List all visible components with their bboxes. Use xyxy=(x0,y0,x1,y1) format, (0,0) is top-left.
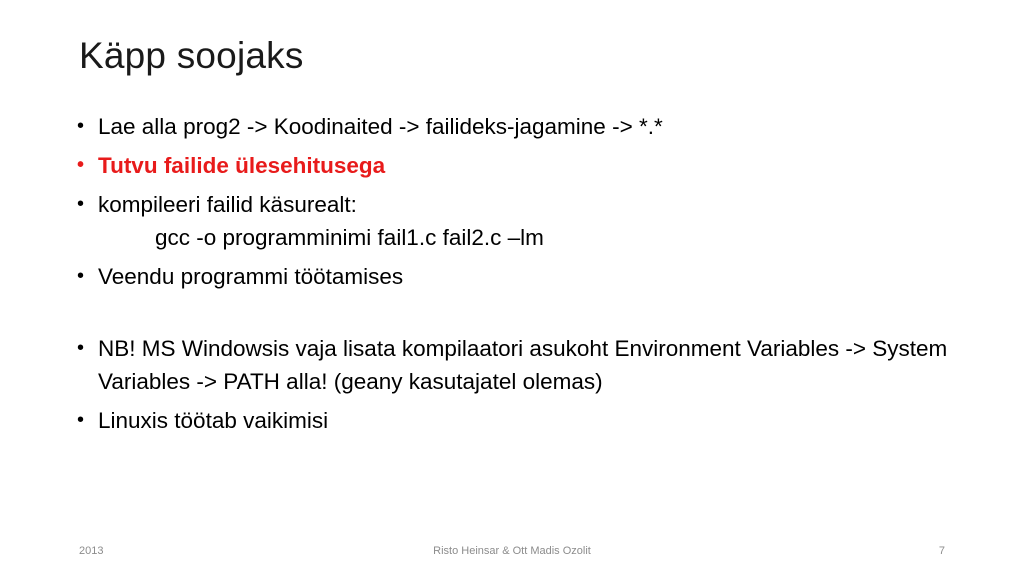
slide-title: Käpp soojaks xyxy=(79,35,304,76)
bullet-list xyxy=(77,110,977,437)
bullet-text: Lae alla prog2 -> Koodinaited -> failideks-jagamine -> *.* xyxy=(98,114,663,139)
bullet-item xyxy=(77,332,977,398)
bullet-item xyxy=(77,404,977,437)
bullet-text: Linuxis töötab vaikimisi xyxy=(98,408,329,433)
footer-authors: Risto Heinsar & Ott Madis Ozolit xyxy=(433,545,591,557)
bullet-text: Tutvu failide ülesehitusega xyxy=(98,153,386,178)
bullet-item xyxy=(77,110,977,143)
footer-date: 2013 xyxy=(79,545,104,557)
bullet-text: kompileeri failid käsurealt: xyxy=(98,192,357,217)
bullet-text: NB! MS Windowsis vaja lisata kompilaatori asukoht Environment Variables -> System Variables -> PATH alla! (geany kasutajatel olemas) xyxy=(98,336,948,394)
bullet-text: Veendu programmi töötamises xyxy=(98,264,404,289)
bullet-item xyxy=(77,188,977,254)
bullet-item-highlighted xyxy=(77,149,977,182)
footer-page-number: 7 xyxy=(938,545,945,557)
bullet-item xyxy=(77,260,977,293)
command-line: gcc -o programminimi fail1.c fail2.c –lm xyxy=(155,225,544,250)
